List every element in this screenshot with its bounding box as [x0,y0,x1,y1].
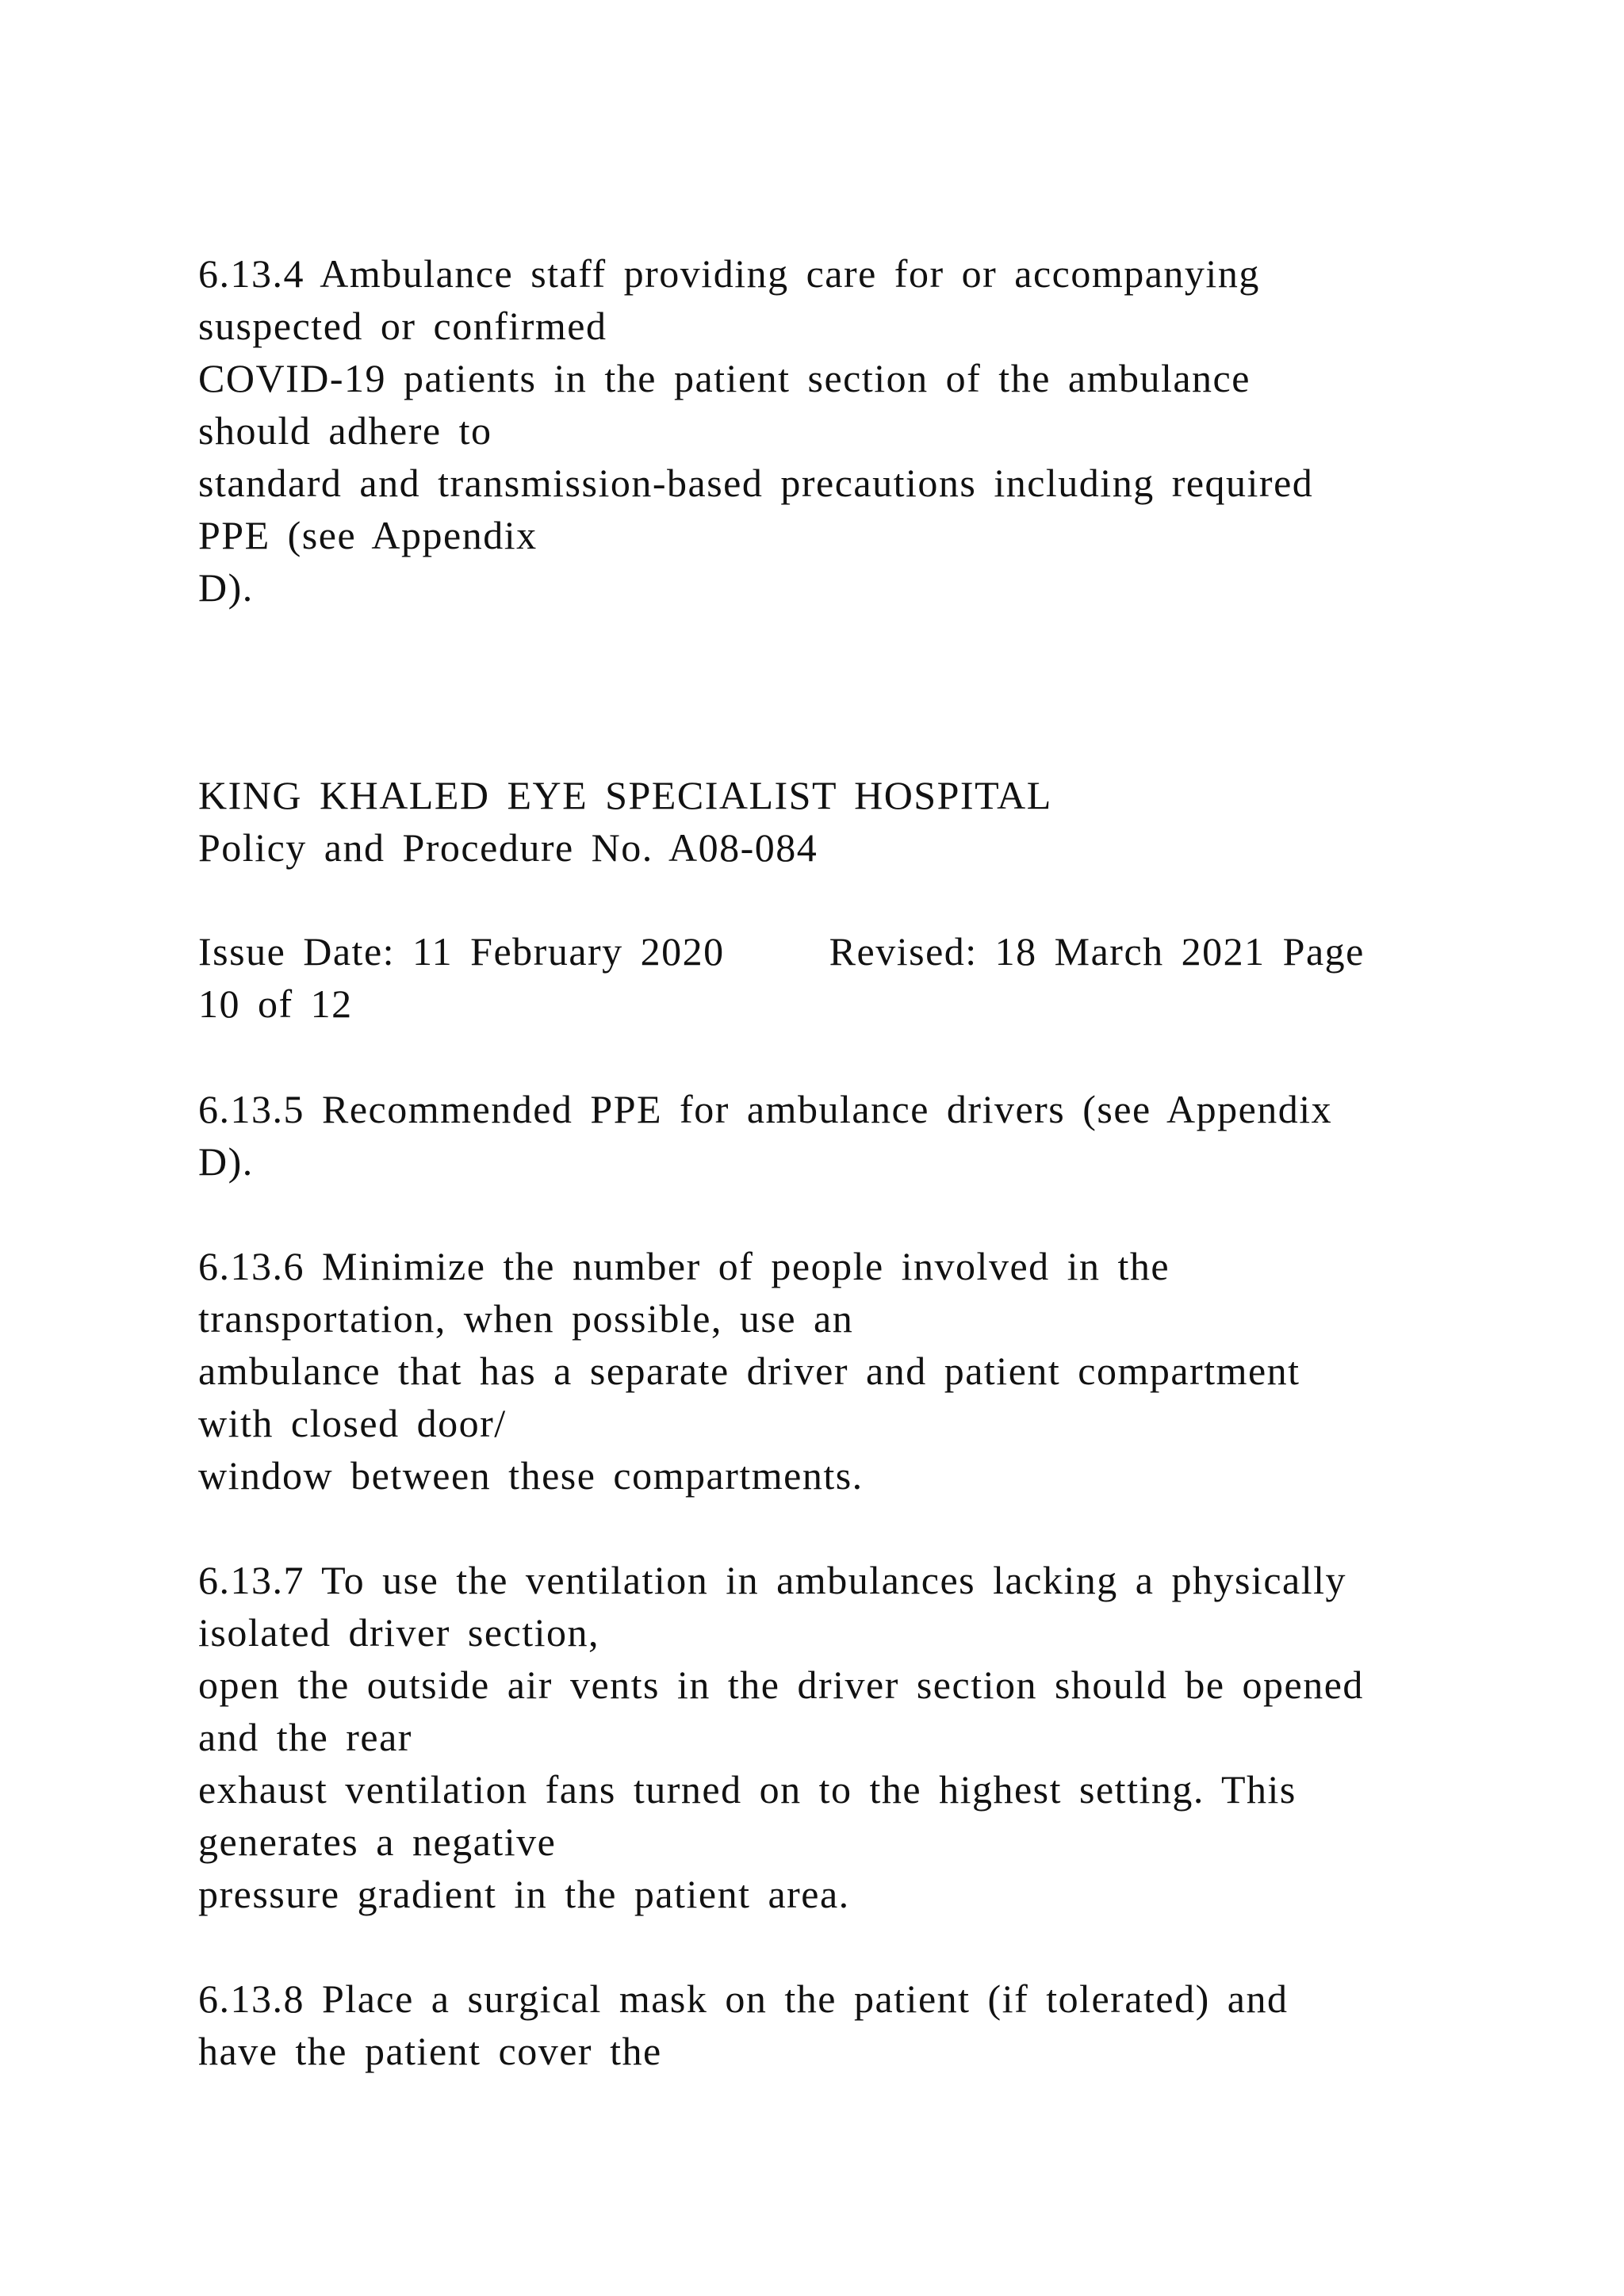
text-line: pressure gradient in the patient area. [198,1872,850,1916]
text-line: should adhere to [198,408,492,453]
text-line: suspected or confirmed [198,304,607,348]
text-line: 6.13.7 To use the ventilation in ambulances lacking a physically [198,1558,1347,1602]
section-6-13-8 [198,1973,1610,2077]
text-line: 6.13.6 Minimize the number of people involved in the [198,1244,1170,1288]
document-header [198,769,1610,874]
text-line: generates a negative [198,1820,557,1864]
issue-dates: Issue Date: 11 February 2020 Revised: 18 March 2021 Page [198,929,1365,974]
text-line: D). [198,565,254,610]
text-line: PPE (see Appendix [198,513,538,557]
section-6-13-6 [198,1240,1610,1502]
text-line: with closed door/ [198,1401,507,1445]
issue-info [198,925,1610,1030]
page-number: 10 of 12 [198,982,353,1026]
text-line: open the outside air vents in the driver section should be opened [198,1663,1364,1707]
section-6-13-5 [198,1083,1610,1188]
text-line: 6.13.4 Ambulance staff providing care for or accompanying [198,251,1260,296]
text-line: transportation, when possible, use an [198,1296,854,1341]
hospital-name: KING KHALED EYE SPECIALIST HOSPITAL [198,773,1052,817]
section-6-13-4 [198,247,1610,614]
section-6-13-7 [198,1554,1610,1920]
text-line: 6.13.5 Recommended PPE for ambulance drivers (see Appendix [198,1087,1333,1131]
text-line: D). [198,1139,254,1184]
text-line: have the patient cover the [198,2029,662,2073]
text-line: COVID-19 patients in the patient section of the ambulance [198,356,1251,400]
text-line: 6.13.8 Place a surgical mask on the patient (if tolerated) and [198,1976,1289,2021]
text-line: exhaust ventilation fans turned on to the highest setting. This [198,1767,1297,1812]
text-line: and the rear [198,1715,412,1759]
text-line: ambulance that has a separate driver and patient compartment [198,1349,1300,1393]
text-line: window between these compartments. [198,1453,864,1498]
policy-number: Policy and Procedure No. A08-084 [198,825,818,870]
text-line: isolated driver section, [198,1610,600,1655]
text-line: standard and transmission-based precautions including required [198,461,1314,505]
